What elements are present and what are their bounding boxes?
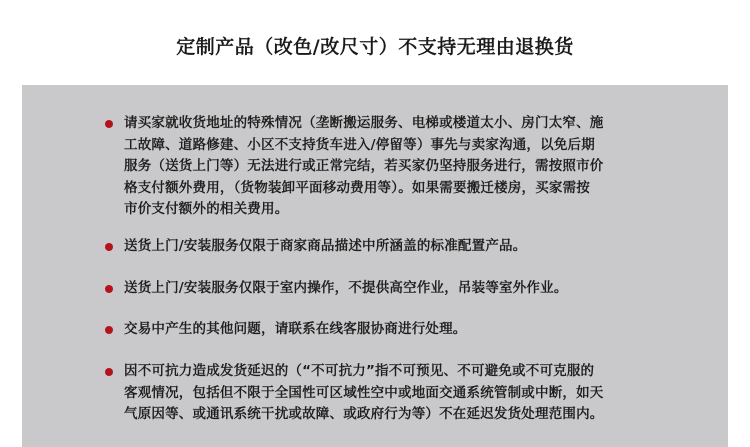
notice-item-indoor-only (124, 278, 664, 300)
notice-line: 交易中产生的其他问题，请联系在线客服协商进行处理。 (124, 321, 467, 337)
notice-line: 工故障、道路修建、小区不支持货车进入/停留等）事先与卖家沟通，以免后期 (124, 136, 595, 153)
page-title: 定制产品（改色/改尺寸）不支持无理由退换货 (176, 36, 574, 58)
notice-line: 客观情况，包括但不限于全国性可区域性空中或地面交通系统管制或中断，如天 (124, 384, 604, 401)
notice-line: 请买家就收货地址的特殊情况（垄断搬运服务、电梯或楼道太小、房门太窄、施 (124, 115, 604, 131)
notice-line: 服务（送货上门等）无法进行或正常完结，若买家仍坚持服务进行，需按照市价 (124, 158, 604, 174)
bullet-dot-icon (105, 120, 113, 128)
notice-line: 气原因等、或通讯系统干扰或故障、或政府行为等）不在延迟发货处理范围内。 (124, 406, 604, 422)
notice-line: 送货上门/安装服务仅限于室内操作，不提供高空作业，吊装等室外作业。 (124, 280, 568, 296)
notice-line: 市价支付额外的相关费用。 (124, 201, 289, 217)
notice-line: 格支付额外费用，（货物装卸平面移动费用等）。如果需要搬迁楼房，买家需按 (124, 179, 590, 196)
notice-panel (22, 85, 728, 447)
notice-line: 送货上门/安装服务仅限于商家商品描述中所涵盖的标准配置产品。 (124, 238, 527, 254)
notice-item-force-majeure (124, 361, 664, 426)
notice-item-standard-config (124, 236, 664, 258)
bullet-dot-icon (105, 326, 113, 334)
bullet-dot-icon (105, 368, 113, 376)
notice-item-special-address (124, 113, 664, 221)
bullet-dot-icon (105, 243, 113, 251)
bullet-dot-icon (105, 285, 113, 293)
notice-item-other-issues (124, 319, 664, 341)
notice-line: 因不可抗力造成发货延迟的（“不可抗力”指不可预见、不可避免或不可克服的 (124, 363, 595, 379)
